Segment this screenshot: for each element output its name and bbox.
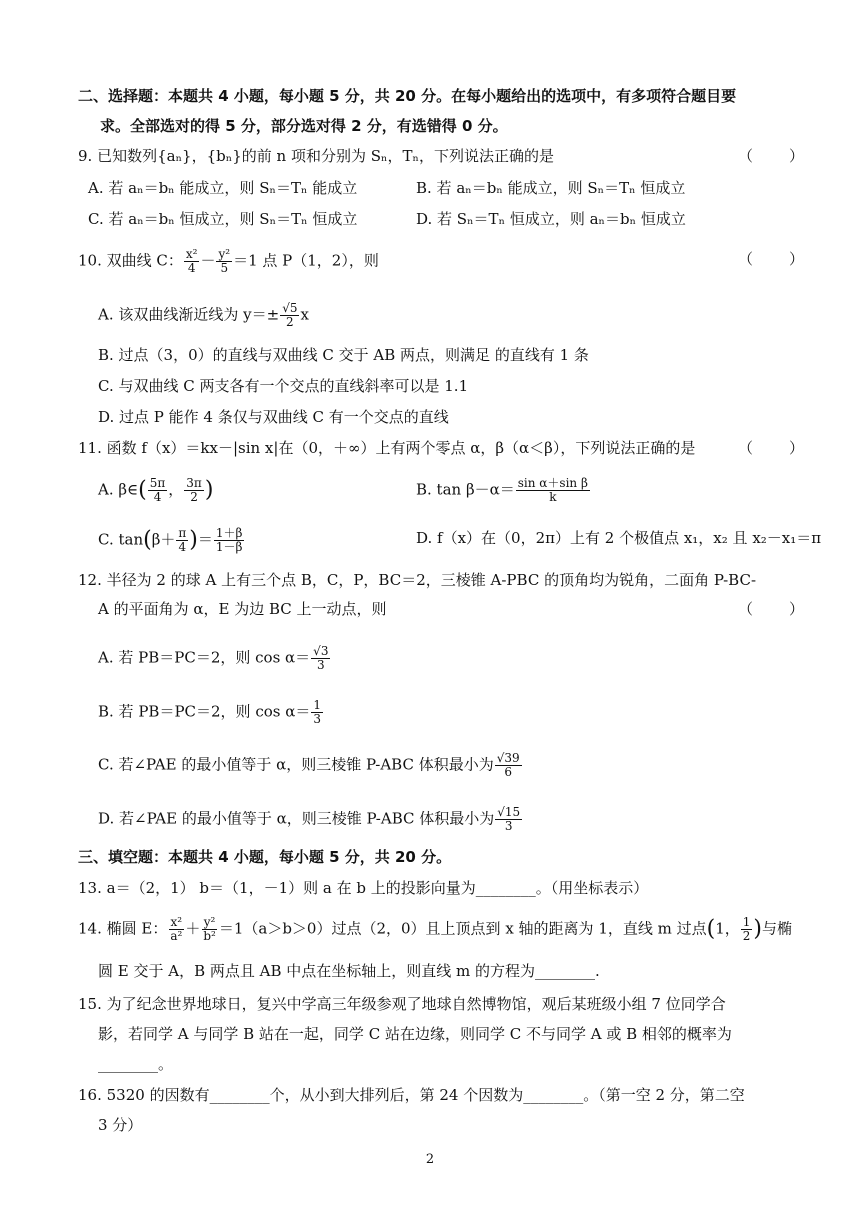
q9-option-a: A. 若 aₙ＝bₙ 能成立，则 Sₙ＝Tₙ 能成立: [88, 179, 358, 197]
q15-line2: 影，若同学 A 与同学 B 站在一起，同学 C 站在边缘，则同学 C 不与同学 A 或 B 相邻的概率为: [98, 1025, 732, 1043]
q16-line2: 3 分）: [98, 1116, 143, 1134]
q10-stem-post: ＝1 点 P（1，2），则: [233, 251, 379, 270]
q9-option-c: C. 若 aₙ＝bₙ 恒成立，则 Sₙ＝Tₙ 恒成立: [88, 210, 358, 228]
q9-option-b: B. 若 aₙ＝bₙ 能成立，则 Sₙ＝Tₙ 恒成立: [416, 179, 686, 197]
q12-option-a: A. 若 PB＝PC＝2，则 cos α＝ $\frac{√3}{3}$: [98, 644, 329, 672]
section-title-fill: 三、填空题：本题共 4 小题，每小题 5 分，共 20 分。: [78, 848, 452, 866]
q10-option-b: B. 过点（3，0）的直线与双曲线 C 交于 AB 两点，则满足 的直线有 1 条: [98, 346, 589, 364]
q9-answer-bracket: （ ）: [738, 147, 807, 165]
q11-answer-bracket: （ ）: [738, 439, 807, 457]
q12-option-d: D. 若∠PAE 的最小值等于 α，则三棱锥 P-ABC 体积最小为 $\frac{√15}{3}$: [98, 805, 521, 833]
q10-answer-bracket: （ ）: [738, 250, 807, 268]
q16-line1: 16. 5320 的因数有________个，从小到大排列后，第 24 个因数为________。（第一空 2 分，第二空: [78, 1086, 745, 1104]
q12-option-c: C. 若∠PAE 的最小值等于 α，则三棱锥 P-ABC 体积最小为 $\frac{√39}{6}$: [98, 751, 520, 779]
q11-option-d: D. f（x）在（0，2π）上有 2 个极值点 x₁，x₂ 且 x₂－x₁＝π: [416, 529, 822, 547]
q11-option-a: A. β∈( $\frac{5\pi}{4}$ ， $\frac{3\pi}{2}$ ): [98, 476, 214, 504]
q10-fraction-y: $\frac{\text{y²}}{5}$: [218, 247, 231, 275]
q14-line2: 圆 E 交于 A，B 两点且 AB 中点在坐标轴上，则直线 m 的方程为________.: [98, 962, 600, 980]
q10-fraction-x: $\frac{\text{x²}}{4}$: [185, 247, 198, 275]
q10-option-c: C. 与双曲线 C 两支各有一个交点的直线斜率可以是 1.1: [98, 377, 469, 395]
q14-line1: 14. 椭圆 E： $\frac{\text{x²}}{\text{a²}}$ ＋ $\frac{\text{y²}}{\text{b²}}$ ＝1（a＞b＞0）过点（2，0）且上顶点到 x 轴的距离为 1，直线 m 过点(1， $\frac{1}{2}$ )与椭: [78, 915, 793, 943]
q11-option-c: C. tan(β＋ $\frac{\pi}{4}$ )＝ $\frac{1+\beta}{1-\beta}$: [98, 526, 243, 554]
q11-stem: 11. 函数 f（x）＝kx－|sin x|在（0，＋∞）上有两个零点 α，β（α＜β），下列说法正确的是: [78, 439, 696, 457]
q12-answer-bracket: （ ）: [738, 600, 807, 618]
q12-stem-line1: 12. 半径为 2 的球 A 上有三个点 B，C，P，BC＝2，三棱锥 A-PBC 的顶角均为锐角，二面角 P-BC-: [78, 571, 757, 589]
q12-stem-line2: A 的平面角为 α，E 为边 BC 上一动点，则: [98, 600, 387, 618]
q15-line3: ________。: [98, 1055, 174, 1073]
q10-a-fraction: $\frac{√5}{2}$: [282, 301, 298, 329]
q10-option-d: D. 过点 P 能作 4 条仅与双曲线 C 有一个交点的直线: [98, 408, 449, 426]
page-number: 2: [425, 1152, 435, 1167]
q9-option-d: D. 若 Sₙ＝Tₙ 恒成立，则 aₙ＝bₙ 恒成立: [416, 210, 686, 228]
q12-option-b: B. 若 PB＝PC＝2，则 cos α＝ $\frac{1}{3}$: [98, 698, 321, 726]
section-title-choice-line1: 二、选择题：本题共 4 小题，每小题 5 分，共 20 分。在每小题给出的选项中，有多项符合题目要: [78, 87, 737, 105]
q9-stem: 9. 已知数列{aₙ}，{bₙ}的前 n 项和分别为 Sₙ，Tₙ，下列说法正确的是: [78, 147, 555, 165]
q11-option-b: B. tan β－α＝ $\frac{\text{sin α＋sin β}}{k}$: [416, 476, 588, 504]
q10-stem-pre: 10. 双曲线 C：: [78, 251, 183, 270]
q15-line1: 15. 为了纪念世界地球日，复兴中学高三年级参观了地球自然博物馆，观后某班级小组 7 位同学合: [78, 995, 726, 1013]
q10-option-a: A. 该双曲线渐近线为 y＝± $\frac{√5}{2}$ x: [98, 301, 309, 329]
q13: 13. a＝（2，1） b＝（1，－1）则 a 在 b 上的投影向量为________。（用坐标表示）: [78, 879, 649, 897]
section-title-choice-line2: 求。全部选对的得 5 分，部分选对得 2 分，有选错得 0 分。: [100, 117, 508, 135]
q10-stem: 10. 双曲线 C： $\frac{\text{x²}}{4}$ － $\frac{\text{y²}}{5}$ ＝1 点 P（1，2），则: [78, 247, 379, 275]
